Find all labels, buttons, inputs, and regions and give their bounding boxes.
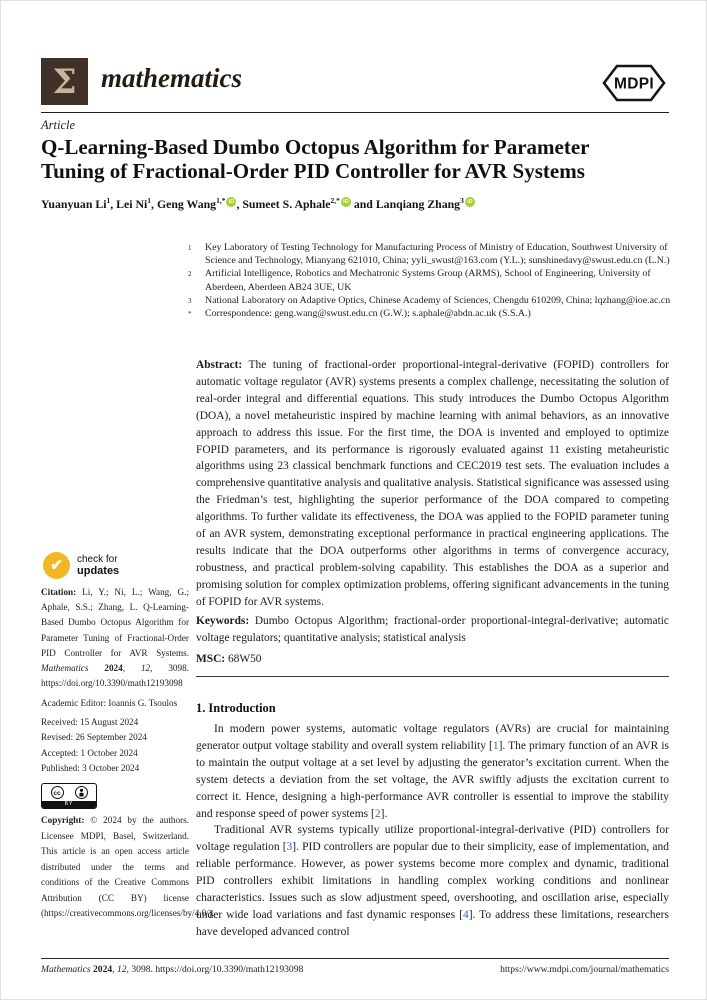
correspondence-text: Correspondence: geng.wang@swust.edu.cn (G.W.); s.aphale@abdn.ac.uk (S.S.A.) [205, 308, 531, 320]
author: Sumeet S. Aphale$^{2,*}$ iD and [242, 196, 376, 211]
mdpi-hexagon-icon [601, 63, 667, 103]
abstract-text: The tuning of fractional-order proportional-integral-derivative (FOPID) controllers for automatic voltage regulator (AVR) systems presents a complex challenge, necessitating the solution of real-order integral and differential equations. This study introduces the Dumbo Octopus Algorithm (DOA), a novel metaheuristic inspired by machine learning with animal behaviors, as an innovative approach to address this issue. For the first time, the DOA is invented and employed to optimize FOPID parameters, and its performance is rigorously evaluated against 11 existing metaheuristic algorithms using 23 classical benchmark functions and CEC2019 test sets. The evaluation includes a comprehensive quantitative analysis and qualitative analysis. Statistical significance was assessed using the Friedman’s test, highlighting the superior performance of the DOA compared to competing algorithms. To further validate its effectiveness, the DOA was applied to the FOPID parameter tuning of an AVR system, demonstrating exceptional performance in practical engineering applications. The results indicate that the DOA outperforms other algorithms in terms of convergence accuracy, robustness, and practical problem-solving capability. This establishes the DOA as a superior and promising solution for complex optimization problems, offering significant advancements in the tuning of FOPID for AVR systems. [196, 359, 669, 608]
intro-paragraph-2 [196, 822, 669, 940]
reference-link[interactable]: 4 [462, 908, 469, 921]
authors-line [41, 197, 669, 212]
reference-link[interactable]: 2 [374, 807, 381, 820]
footer-year: 2024 [92, 964, 113, 975]
keywords-text: Dumbo Octopus Algorithm; fractional-order proportional-integral-derivative; automatic voltage regulators; quantitative analysis; statistical analysis [196, 615, 669, 644]
article-type-label: Article [41, 118, 76, 132]
msc-label: MSC: [196, 653, 226, 665]
footer-doi-link[interactable]: , 3098. https://doi.org/10.3390/math12193098 [126, 964, 304, 975]
paragraph-text: ]. PID controllers are popular due to their simplicity, ease of implementation, and reliable performance. However, as power systems become more complex and dynamic, traditional PID controllers exhibit limitations in handling complex working conditions and nonlinear characteristics. Issues such as slow adjustment speed, overshooting, and oscillation arise, especially under wide load variations and fast dynamic responses [ [196, 841, 669, 921]
affiliation-row [188, 241, 671, 267]
affiliation-marker: 3 [188, 296, 192, 305]
citation-block [41, 585, 189, 691]
citation-journal: Mathematics [41, 663, 105, 674]
updates-label: updates [77, 565, 120, 577]
section-heading-introduction: 1. Introduction [196, 701, 276, 715]
keywords [196, 613, 669, 647]
received-date: Received: 15 August 2024 [41, 717, 139, 727]
affiliation-row [188, 267, 671, 293]
affiliation-marker: 2 [188, 270, 192, 279]
affiliation-text: Key Laboratory of Testing Technology for Manufacturing Process of Ministry of Education, Southwest University of Science and Technology, Mianyang 621010, China; yyli_swust@163.com (Y.L.); sunshinedavy@swust.edu.cn (L.N.) [205, 242, 670, 267]
check-icon: ✔ [43, 552, 70, 579]
citation-text: Li, Y.; Ni, L.; Wang, G.; Aphale, S.S.; Zhang, L. Q-Learning-Based Dumbo Octopus Algorithm for Parameter Tuning of Fractional-Order PID Controller for AVR Systems. [41, 587, 189, 658]
cc-by-label: BY [42, 801, 96, 808]
author: Lanqiang Zhang$^3$ iD [376, 197, 475, 211]
abstract-label: Abstract: [196, 359, 243, 371]
copyright-block [41, 813, 215, 922]
abstract [196, 357, 669, 611]
footer-journal-url[interactable]: https://www.mdpi.com/journal/mathematics [500, 964, 669, 975]
published-date: Published: 3 October 2024 [41, 763, 140, 774]
affiliation-row [188, 294, 671, 307]
mathematics-journal-logo [41, 58, 88, 105]
intro-paragraph-1 [196, 721, 669, 822]
copyright-text: © 2024 by the authors. Licensee MDPI, Basel, Switzerland. This article is an open access article distributed under the terms and conditions of the Creative Commons Attribution (CC BY) license (https://creativecommons.org/licenses/by/4.0/). [41, 815, 215, 918]
footer-citation [41, 964, 303, 975]
history-dates [41, 715, 191, 777]
sigma-icon: Σ [52, 61, 77, 102]
citation-sep: , [122, 663, 141, 674]
orcid-icon[interactable]: iD [341, 197, 351, 207]
citation-label: Citation: [41, 587, 77, 597]
paragraph-text: In modern power systems, automatic voltage regulators (AVRs) are crucial for maintaining generator output voltage stability and overall system reliability [ [196, 723, 669, 752]
footer-volume: 12 [116, 964, 127, 975]
affiliation-text: National Laboratory on Adaptive Optics, Chinese Academy of Sciences, Chengdu 610209, China; lqzhang@ioe.ac.cn [205, 294, 671, 306]
affiliation-row [188, 307, 671, 320]
academic-editor: Academic Editor: Ioannis G. Tsoulos [41, 698, 178, 708]
footer-rule [41, 958, 669, 959]
orcid-icon[interactable]: iD [465, 197, 475, 207]
accepted-date: Accepted: 1 October 2024 [41, 747, 138, 758]
check-for-label: check for [77, 554, 118, 565]
author: Yuanyuan Li$^1$, [41, 196, 117, 211]
paper-title [41, 135, 665, 183]
reference-link[interactable]: 3 [286, 841, 293, 854]
keywords-label: Keywords: [196, 615, 250, 627]
author: Lei Ni$^1$, [116, 196, 157, 211]
paragraph-text: ]. The primary function of an AVR is to maintain the output voltage at a set level by adjusting the generator’s excitation current. When the system detects a deviation from the set voltage, the AVR swiftly adjusts the excitation current to correct it. Hence, designing a high-performance AVR controller is essential to improve the stability and response speed of power systems [ [196, 739, 669, 820]
footer-journal: Mathematics [41, 964, 93, 975]
check-for-updates-badge[interactable] [43, 552, 119, 579]
reference-link[interactable]: 1 [492, 739, 499, 752]
affiliation-marker: 1 [188, 244, 192, 252]
header-rule [41, 112, 669, 113]
paragraph-text: ]. [380, 807, 388, 820]
footer-sep: , [112, 964, 117, 975]
cc-by-license-badge[interactable] [41, 783, 97, 809]
copyright-label: Copyright: [41, 815, 85, 825]
citation-volume: 12 [140, 663, 151, 674]
affiliation-text: Artificial Intelligence, Robotics and Mechatronic Systems Group (ARMS), School of Engineering, University of Aberdeen, Aberdeen AB24 3UE, UK [205, 268, 651, 293]
check-for-updates-label [77, 554, 119, 577]
cc-icon: cc [51, 786, 64, 799]
mdpi-logo[interactable] [601, 63, 667, 108]
revised-date: Revised: 26 September 2024 [41, 732, 147, 743]
affiliations-block [188, 241, 671, 320]
paragraph-text: ]. To address these limitations, researchers have developed advanced control [196, 908, 669, 938]
msc-value: 68W50 [227, 653, 262, 665]
paragraph-text: Traditional AVR systems typically utilize proportional-integral-derivative (PID) controllers for voltage regulation [ [196, 824, 669, 854]
introduction-body [196, 721, 669, 941]
cc-by-person-icon [75, 786, 88, 799]
affiliation-marker: * [188, 310, 192, 319]
title-line-2: Tuning of Fractional-Order PID Controller for AVR Systems [41, 159, 585, 183]
mdpi-logo-text: MDPI [614, 75, 654, 93]
title-line-1: Q-Learning-Based Dumbo Octopus Algorithm for Parameter [41, 135, 590, 159]
orcid-icon[interactable]: iD [226, 197, 236, 207]
journal-name: mathematics [101, 63, 242, 93]
citation-doi[interactable]: , 3098. https://doi.org/10.3390/math12193098 [41, 663, 189, 689]
page-footer [41, 964, 669, 975]
author: Geng Wang$^{1,*}$ iD , [156, 196, 243, 211]
msc [196, 653, 669, 665]
citation-year: 2024 [104, 663, 123, 674]
abstract-divider-rule [196, 676, 669, 677]
